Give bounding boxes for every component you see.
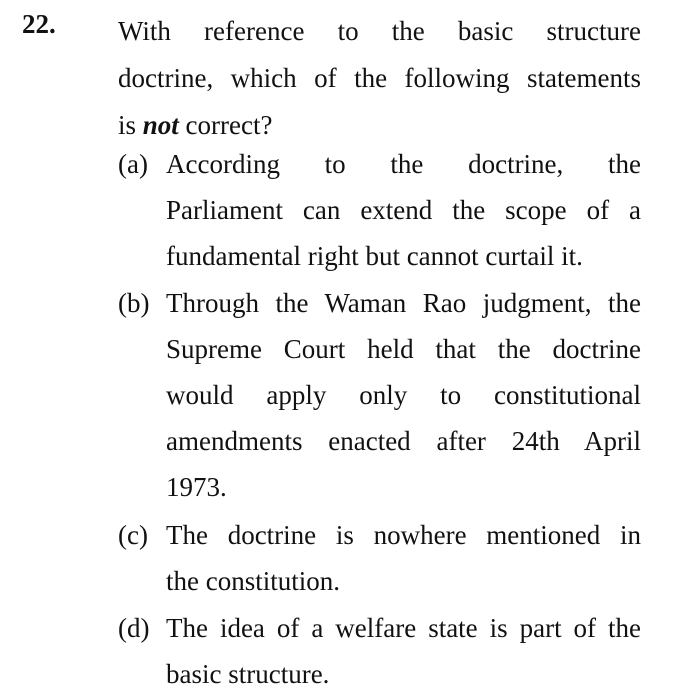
question-stem [118,8,641,149]
option-d-line-2: basic structure. [166,659,330,689]
option-a-line-2: Parliament can extend the scope of a [166,195,641,225]
option-b-line-3: would apply only to constitutional [166,380,641,410]
option-c-text [166,512,641,604]
option-b-line-5: 1973. [166,472,227,502]
option-a-line-1: According to the doctrine, the [166,149,641,179]
option-d-text [166,605,641,697]
stem-prefix: is [118,110,143,140]
option-a-line-3: fundamental right but cannot curtail it. [166,241,583,271]
stem-suffix: correct? [178,110,273,140]
option-b-label: (b) [118,288,150,318]
stem-line-1: With reference to the basic structure [118,16,641,46]
option-b-text [166,280,641,510]
option-b-line-1: Through the Waman Rao judgment, the [166,288,641,318]
question-number: 22. [22,9,56,39]
option-c-label: (c) [118,520,148,550]
option-a-text [166,141,641,279]
option-c-line-2: the constitution. [166,566,340,596]
stem-line-2: doctrine, which of the following statements [118,63,641,93]
stem-emphasis: not [142,110,179,140]
option-d-label: (d) [118,613,150,643]
option-c-line-1: The doctrine is nowhere mentioned in [166,520,641,550]
option-b-line-2: Supreme Court held that the doctrine [166,334,641,364]
option-d-line-1: The idea of a welfare state is part of the [166,613,641,643]
option-a-label: (a) [118,149,148,179]
option-b-line-4: amendments enacted after 24th April [166,426,641,456]
